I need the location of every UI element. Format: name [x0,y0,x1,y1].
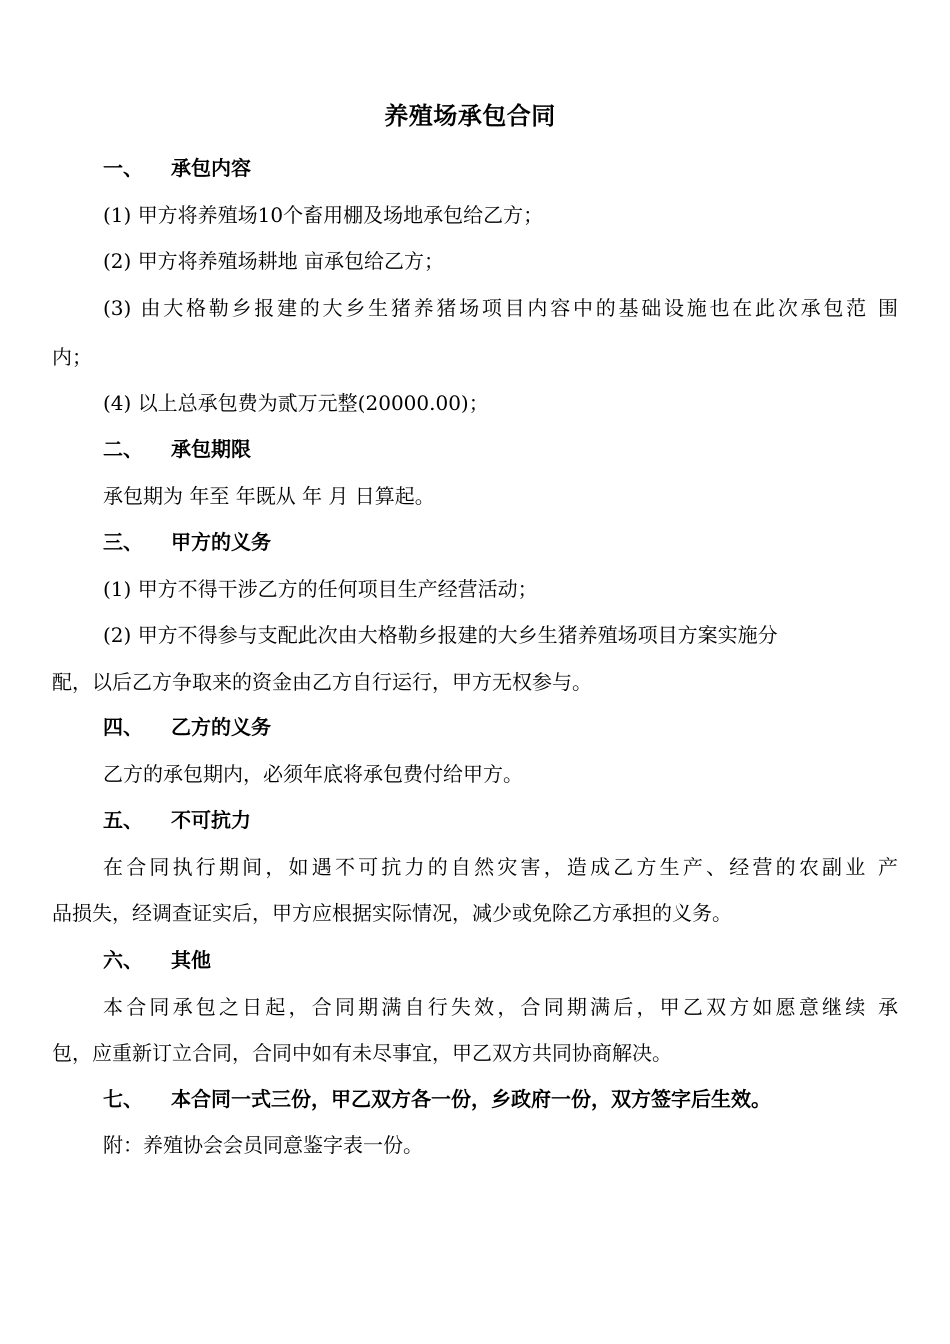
section-number: 七、 [103,1087,143,1111]
clause-line: (1) 甲方将养殖场10个畜用棚及场地承包给乙方； [103,203,544,227]
clause-line: 配，以后乙方争取来的资金由乙方自行运行，甲方无权参与。 [52,670,592,694]
clause-line: 乙方的承包期内，必须年底将承包费付给甲方。 [103,762,523,786]
section-title: 不可抗力 [171,808,251,832]
section-title: 本合同一式三份，甲乙双方各一份，乡政府一份，双方签字后生效。 [171,1087,771,1111]
clause-line: 承包期为 年至 年既从 年 月 日算起。 [103,484,435,508]
clause-line: 本合同承包之日起，合同期满自行失效，合同期满后，甲乙双方如愿意继续 承 [103,995,898,1019]
section-heading-2 [103,434,251,464]
clause-line: (2) 甲方不得参与支配此次由大格勒乡报建的大乡生猪养殖场项目方案实施分 [103,623,778,647]
document-title: 养殖场承包合同 [384,102,556,130]
section-heading-1 [103,153,251,183]
attachment-note: 附：养殖协会会员同意鉴字表一份。 [103,1133,423,1157]
section-heading-4 [103,712,271,742]
clause-line: 品损失，经调查证实后，甲方应根据实际情况，减少或免除乙方承担的义务。 [52,901,732,925]
section-title: 承包内容 [171,156,251,180]
clause-line: (1) 甲方不得干涉乙方的任何项目生产经营活动； [103,577,538,601]
section-number: 五、 [103,808,143,832]
clause-line: (3) 由大格勒乡报建的大乡生猪养猪场项目内容中的基础设施也在此次承包范 围 [103,296,898,320]
section-title: 承包期限 [171,437,251,461]
section-heading-7 [103,1084,771,1114]
section-number: 一、 [103,156,143,180]
section-number: 四、 [103,715,143,739]
section-title: 甲方的义务 [171,530,271,554]
clause-line: (2) 甲方将养殖场耕地 亩承包给乙方； [103,249,445,273]
clause-line: 内； [52,345,92,369]
section-number: 六、 [103,948,143,972]
section-heading-6 [103,945,211,975]
clause-line: 在合同执行期间，如遇不可抗力的自然灾害，造成乙方生产、经营的农副业 产 [103,855,898,879]
section-title: 乙方的义务 [171,715,271,739]
clause-line: 包，应重新订立合同，合同中如有未尽事宜，甲乙双方共同协商解决。 [52,1041,672,1065]
clause-line: (4) 以上总承包费为贰万元整(20000.00)； [103,391,489,415]
section-heading-3 [103,527,271,557]
section-heading-5 [103,805,251,835]
section-number: 三、 [103,530,143,554]
section-title: 其他 [171,948,211,972]
section-number: 二、 [103,437,143,461]
